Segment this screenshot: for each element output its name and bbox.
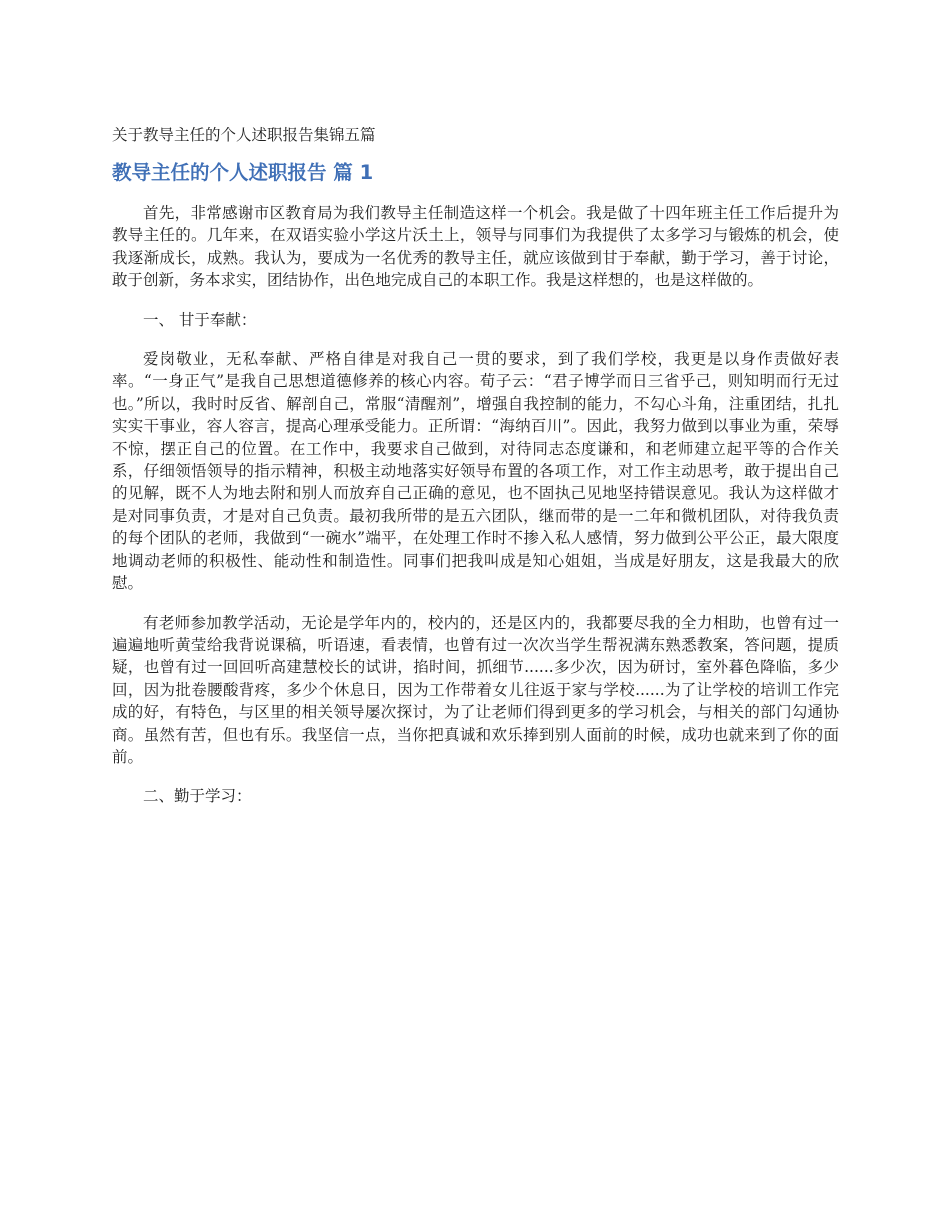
document-title: 关于教导主任的个人述职报告集锦五篇 [112, 126, 376, 144]
document-page [112, 122, 839, 825]
section-heading: 教导主任的个人述职报告 篇 1 [112, 161, 374, 184]
paragraph-intro: 首先，非常感谢市区教育局为我们教导主任制造这样一个机会。我是做了十四年班主任工作后提升为教导主任的。几年来，在双语实验小学这片沃土上，领导与同事们为我提供了太多学习与锻炼的机会，使我逐渐成长，成熟。我认为，要成为一名优秀的教导主任，就应该做到甘于奉献，勤于学习，善于讨论，敢于创新，务本求实，团结协作，出色地完成自己的本职工作。我是这样想的，也是这样做的。 [112, 204, 839, 290]
subheading-dedication: 一、 甘于奉献： [143, 310, 257, 329]
paragraph-dedication: 爱岗敬业，无私奉献、严格自律是对我自己一贯的要求，到了我们学校，我更是以身作责做好表率。“一身正气”是我自己思想道德修养的核心内容。荀子云：“君子博学而日三省乎己，则知明而行无过也。”所以，我时时反省、解剖自己，常服“清醒剂”，增强自我控制的能力，不勾心斗角，注重团结，扎扎实实干事业，容人容言，提高心理承受能力。正所谓：“海纳百川”。因此，我努力做到以事业为重，荣辱不惊，摆正自己的位置。在工作中，我要求自己做到，对待同志态度谦和，和老师建立起平等的合作关系，仔细领悟领导的指示精神，积极主动地落实好领导布置的各项工作，对工作主动思考，敢于提出自己的见解，既不人为地去附和别人而放弃自己正确的意见，也不固执己见地坚持错误意见。我认为这样做才是对同事负责，才是对自己负责。最初我所带的是五六团队，继而带的是一二年和微机团队，对待我负责的每个团队的老师，我做到“一碗水”端平，在处理工作时不掺入私人感情，努力做到公平公正，最大限度地调动老师的积极性、能动性和制造性。同事们把我叫成是知心姐姐，当成是好朋友，这是我最大的欣慰。 [112, 350, 839, 593]
paragraph-teaching-activities: 有老师参加教学活动，无论是学年内的，校内的，还是区内的，我都要尽我的全力相助，也曾有过一遍遍地听黄莹给我背说课稿，听语速，看表情，也曾有过一次次当学生帮祝满东熟悉教案，答问题，提质疑，也曾有过一回回听高建慧校长的试讲，掐时间，抓细节......多少次，因为研讨，室外暮色降临，多少回，因为批卷腰酸背疼，多少个休息日，因为工作带着女儿往返于家与学校......为了让学校的培训工作完成的好，有特色，与区里的相关领导屡次探讨，为了让老师们得到更多的学习机会，与相关的部门勾通协商。虽然有苦，但也有乐。我坚信一点，当你把真诚和欢乐捧到别人面前的时候，成功也就来到了你的面前。 [112, 613, 839, 766]
subheading-study: 二、勤于学习： [143, 787, 252, 806]
